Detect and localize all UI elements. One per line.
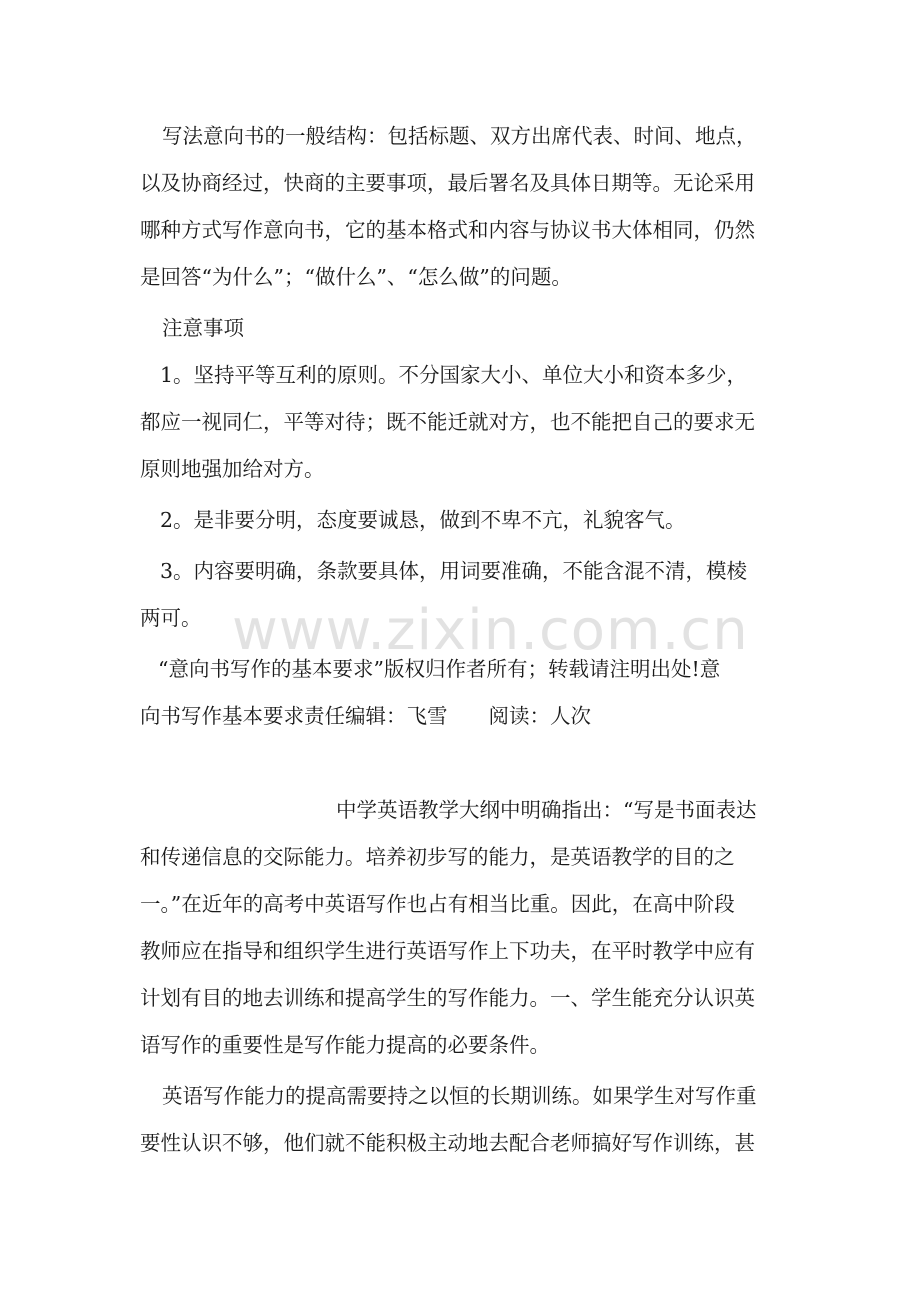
english-paragraph-line-6: 语写作的重要性是写作能力提高的必要条件。: [140, 1033, 550, 1057]
english-paragraph-line-5: 计划有目的地去训练和提高学生的写作能力。一、学生能充分认识英: [140, 986, 755, 1010]
note-item-1-line-1: 1。坚持平等互利的原则。不分国家大小、单位大小和资本多少，: [160, 363, 748, 387]
note-item-1-line-3: 原则地强加给对方。: [140, 457, 325, 481]
english-paragraph-line-1: 中学英语教学大纲中明确指出：“写是书面表达: [336, 798, 757, 822]
paragraph-structure-line-1: 写法意向书的一般结构：包括标题、双方出席代表、时间、地点，: [162, 124, 757, 148]
note-item-2: 2。是非要分明，态度要诚恳，做到不卑不亢，礼貌客气。: [160, 508, 686, 532]
writing-training-line-2: 要性认识不够，他们就不能积极主动地去配合老师搞好写作训练，甚: [140, 1131, 755, 1155]
english-paragraph-line-2: 和传递信息的交际能力。培养初步写的能力，是英语教学的目的之: [140, 845, 735, 869]
copyright-line-2: 向书写作基本要求责任编辑：飞雪 阅读：人次: [140, 704, 591, 728]
copyright-line-1: “意向书写作的基本要求”版权归作者所有；转载请注明出处!意: [158, 657, 721, 681]
note-item-3-line-2: 两可。: [140, 606, 202, 630]
english-paragraph-line-4: 教师应在指导和组织学生进行英语写作上下功夫，在平时教学中应有: [140, 939, 755, 963]
paragraph-structure-line-4: 是回答“为什么”；“做什么”、“怎么做”的问题。: [140, 265, 572, 289]
note-item-3-line-1: 3。内容要明确，条款要具体，用词要准确，不能含混不清，模棱: [160, 559, 748, 583]
writing-training-line-1: 英语写作能力的提高需要持之以恒的长期训练。如果学生对写作重: [162, 1084, 757, 1108]
note-item-1-line-2: 都应一视同仁，平等对待；既不能迁就对方，也不能把自己的要求无: [140, 410, 755, 434]
english-paragraph-line-3: 一。”在近年的高考中英语写作也占有相当比重。因此，在高中阶段: [140, 892, 735, 916]
paragraph-structure-line-3: 哪种方式写作意向书，它的基本格式和内容与协议书大体相同，仍然: [140, 218, 755, 242]
paragraph-structure-line-2: 以及协商经过，快商的主要事项，最后署名及具体日期等。无论采用: [140, 171, 755, 195]
notes-heading: 注意事项: [162, 316, 244, 340]
site-watermark: www.zixin.com.cn: [232, 598, 749, 663]
